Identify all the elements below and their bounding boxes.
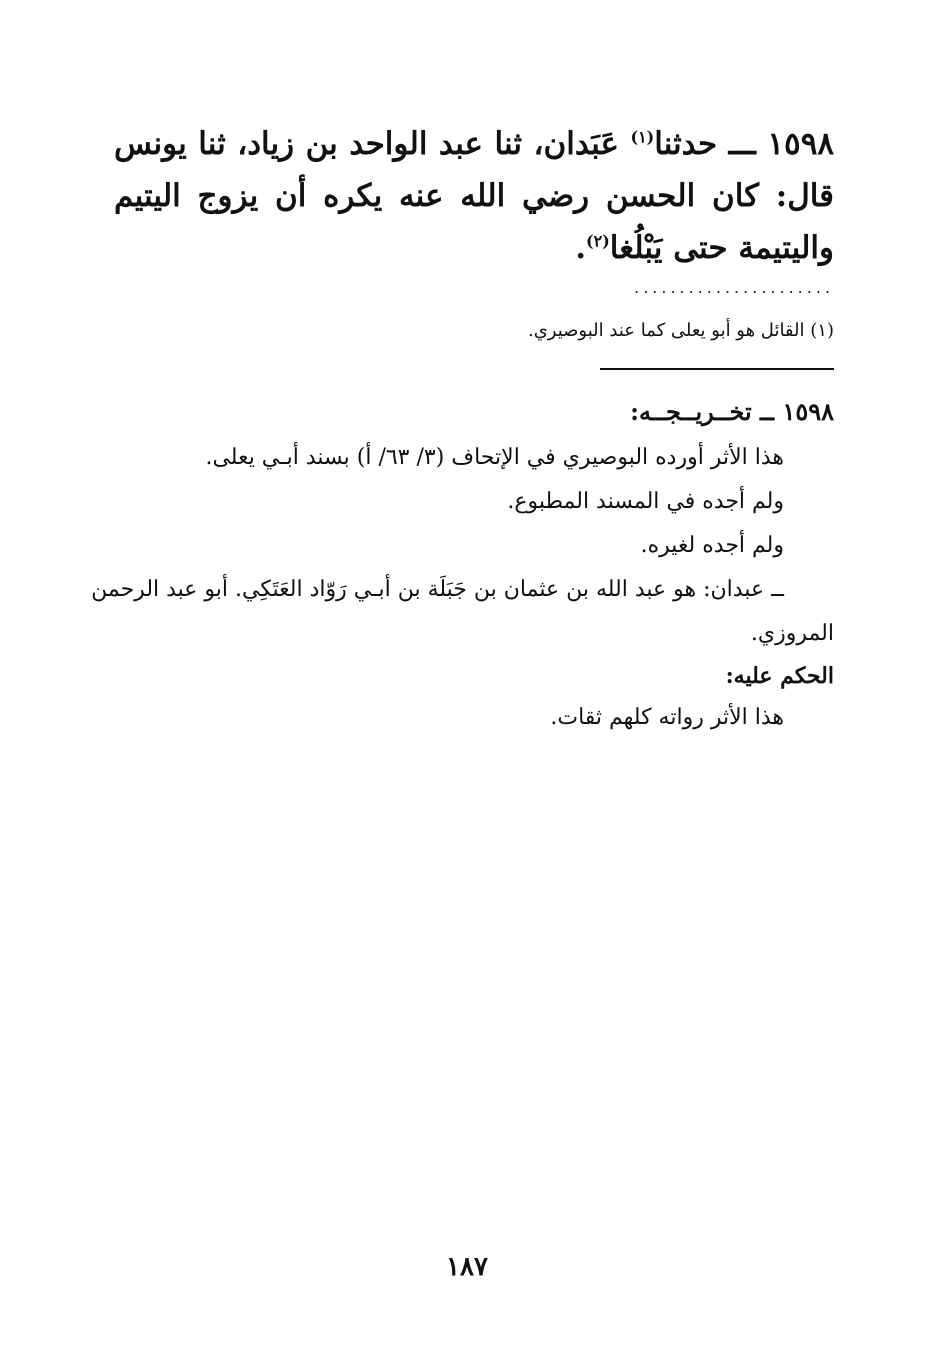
- section-rule: [600, 368, 834, 370]
- hukm-text: هذا الأثر رواته كلهم ثقات.: [550, 705, 784, 730]
- takhrij-line-4-continued: المروزي.: [750, 621, 834, 646]
- hadith-text-part2: عَبَدان، ثنا عبد الواحد بن زياد، ثنا يونس قال: كان الحسن رضي الله عنه يكره أن يزوج اليتيم واليتيمة حتى يَبْلُغا: [114, 126, 834, 266]
- takhrij-section: [91, 392, 834, 740]
- takhrij-line-4: ــ عبدان: هو عبد الله بن عثمان بن جَبَلَة بن أبـي رَوّاد العَتَكِي. أبو عبد الرحمن: [91, 577, 784, 602]
- footnote-text: القائل هو أبو يعلى كما عند البوصيري.: [527, 320, 805, 341]
- footnote-separator-dots: ......................: [634, 278, 834, 297]
- hadith-dash: ـــ: [728, 126, 756, 162]
- hadith-text-end: .: [575, 230, 587, 266]
- footnote-ref-1[interactable]: (١): [630, 127, 655, 147]
- footnote-marker: (١): [810, 320, 834, 341]
- page-number: ١٨٧: [446, 1252, 488, 1282]
- takhrij-line-2: ولم أجده في المسند المطبوع.: [507, 489, 784, 514]
- footnote: [528, 316, 834, 346]
- takhrij-line-1: هذا الأثر أورده البوصيري في الإتحاف (٣/ ٦٣/ أ) بسند أبـي يعلى.: [205, 445, 784, 470]
- takhrij-heading: ١٥٩٨ ــ تخــريــجــه:: [630, 397, 834, 426]
- hadith-number: ١٥٩٨: [767, 126, 835, 162]
- hukm-heading: الحكم عليه:: [725, 663, 834, 689]
- hadith-text: [114, 118, 834, 274]
- footnote-ref-2[interactable]: (٢): [586, 231, 610, 251]
- takhrij-line-3: ولم أجده لغيره.: [640, 533, 784, 558]
- hadith-text-part1: حدثنا: [654, 126, 718, 162]
